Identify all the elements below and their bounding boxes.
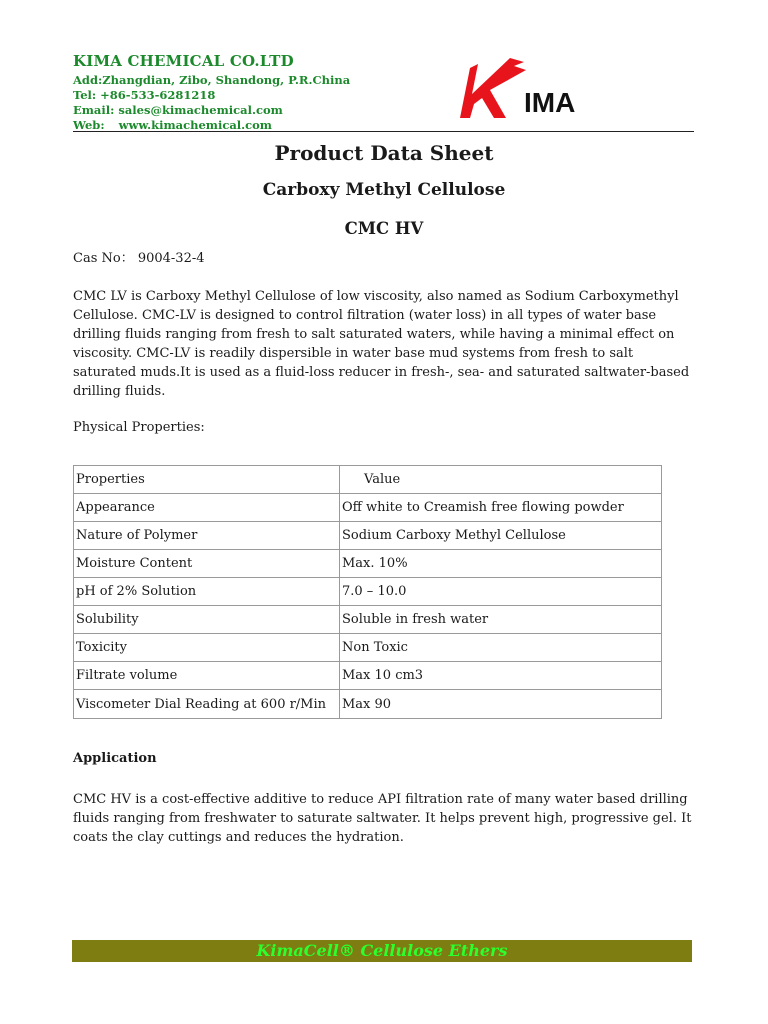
- property-value: Max 10 cm3: [340, 662, 662, 690]
- header-cell: Value: [340, 466, 662, 494]
- property-name: Nature of Polymer: [74, 522, 340, 550]
- web-url: www.kimachemical.com: [118, 118, 272, 132]
- cas-number: Cas No： 9004-32-4: [73, 251, 205, 266]
- page-subtitle: Carboxy Methyl Cellulose: [262, 180, 506, 200]
- property-value: Soluble in fresh water: [340, 606, 662, 634]
- property-value: Max 90: [340, 690, 662, 719]
- page-title: Product Data Sheet: [274, 141, 494, 165]
- table-header-row: [74, 466, 662, 494]
- table-row: [74, 494, 662, 522]
- property-value: Non Toxic: [340, 634, 662, 662]
- header-cell: Properties: [74, 466, 340, 494]
- property-name: Filtrate volume: [74, 662, 340, 690]
- logo-text: IMA: [524, 87, 576, 118]
- web-label: Web:: [73, 118, 105, 132]
- property-name: pH of 2% Solution: [74, 578, 340, 606]
- header-divider: [73, 131, 694, 132]
- company-email: Email: sales@kimachemical.com: [73, 103, 283, 117]
- table-row: [74, 606, 662, 634]
- property-value: 7.0 – 10.0: [340, 578, 662, 606]
- property-name: Viscometer Dial Reading at 600 r/Min: [74, 690, 340, 719]
- company-address: Add:Zhangdian, Zibo, Shandong, P.R.China: [73, 73, 351, 87]
- physical-properties-label: Physical Properties:: [73, 420, 205, 435]
- kima-logo-mark: [450, 50, 610, 122]
- property-value: Sodium Carboxy Methyl Cellulose: [340, 522, 662, 550]
- kima-logo: [450, 50, 610, 122]
- application-text: CMC HV is a cost-effective additive to reduce API filtration rate of many water based drilling fluids ranging from freshwater to saturate saltwater. It helps prevent high, progressive gel. It coats the clay cuttings and reduces the hydration.: [73, 792, 692, 845]
- properties-table: [73, 465, 662, 719]
- property-name: Toxicity: [74, 634, 340, 662]
- product-description: CMC LV is Carboxy Methyl Cellulose of low viscosity, also named as Sodium Carboxymethyl Cellulose. CMC-LV is designed to control filtration (water loss) in all types of water base drilling fluids ranging from fresh to salt saturated waters, while having a minimal effect on viscosity. CMC-LV is readily dispersible in water base mud systems from fresh to salt saturated muds.It is used as a fluid-loss reducer in fresh-, sea- and saturated saltwater-based drilling fluids.: [73, 289, 690, 399]
- company-tel: Tel: +86-533-6281218: [73, 88, 216, 102]
- application-heading: Application: [73, 751, 157, 766]
- footer-banner: KimaCell® Cellulose Ethers: [72, 940, 692, 962]
- product-code: CMC HV: [344, 219, 424, 238]
- table-row: [74, 690, 662, 719]
- company-name: KIMA CHEMICAL CO.LTD: [73, 52, 294, 70]
- property-value: Off white to Creamish free flowing powder: [340, 494, 662, 522]
- table-row: [74, 662, 662, 690]
- company-header: [73, 52, 350, 133]
- table-row: [74, 578, 662, 606]
- property-name: Appearance: [74, 494, 340, 522]
- table-row: [74, 550, 662, 578]
- property-name: Moisture Content: [74, 550, 340, 578]
- property-name: Solubility: [74, 606, 340, 634]
- property-value: Max. 10%: [340, 550, 662, 578]
- table-row: [74, 522, 662, 550]
- table-row: [74, 634, 662, 662]
